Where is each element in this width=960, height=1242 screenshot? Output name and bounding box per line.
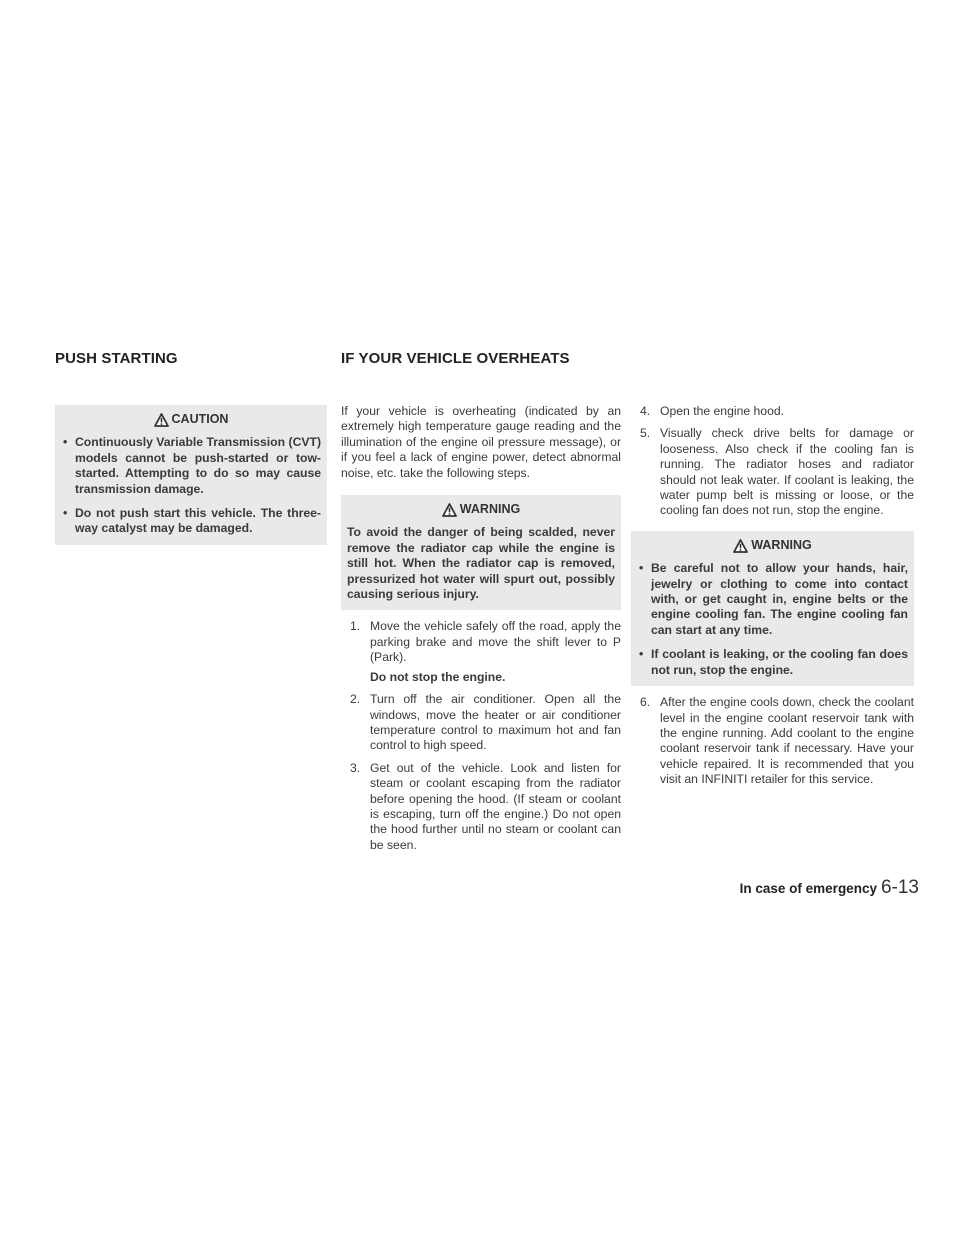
step-text: Open the engine hood. [660, 404, 785, 418]
warning-text: To avoid the danger of being scalded, never remove the radiator cap while the engine is still hot. When the radiator cap is removed, pressurized hot water will spurt out, possibly causing serious injury. [347, 525, 615, 602]
warning-header [637, 538, 908, 553]
chapter-title: In case of emergency [739, 881, 877, 896]
step-item [631, 695, 914, 787]
step-item [631, 404, 914, 419]
step-number: 5. [640, 426, 651, 441]
warning-triangle-icon [733, 539, 748, 553]
caution-column [55, 405, 327, 545]
step-number: 6. [640, 695, 651, 710]
warning-bullet: • Be careful not to allow your hands, hair, jewelry or clothing to come into contact with, or get caught in, engine belts or the engine cooling fan. The engine cooling fan can start at any time. [639, 561, 908, 637]
step-note: Do not stop the engine. [370, 669, 506, 684]
page-footer [740, 877, 919, 899]
warning-triangle-icon [154, 413, 169, 427]
step-number: 4. [640, 404, 651, 418]
push-starting-heading: PUSH STARTING [55, 350, 178, 367]
page-number: 6-13 [880, 877, 919, 898]
caution-title: CAUTION [171, 412, 229, 426]
caution-bullet: • Do not push start this vehicle. The three-way catalyst may be damaged. [63, 506, 321, 536]
step-item [341, 619, 621, 665]
overheat-column-1 [341, 404, 621, 860]
step-number: 3. [350, 760, 361, 775]
step-text: Visually check drive belts for damage or looseness. Also check if the cooling fan is running. The radiator hoses and radiator should not leak water. If coolant is leaking, the water pump belt is missing or loose, or the cooling fan does not run, stop the engine. [660, 426, 914, 518]
warning-box-2 [631, 531, 914, 686]
caution-bullet: • Continuously Variable Transmission (CVT) models cannot be push-started or tow-started. Attempting to do so may cause transmission damage. [63, 435, 321, 496]
step-number: 1. [350, 619, 361, 634]
warning-header [347, 502, 615, 517]
step-item [341, 692, 621, 754]
step-item [631, 426, 914, 518]
warning-title: WARNING [751, 537, 812, 552]
warning-box-1 [341, 495, 621, 610]
overheat-column-2 [631, 404, 914, 795]
overheats-heading: IF YOUR VEHICLE OVERHEATS [341, 350, 570, 367]
step-item [341, 761, 621, 853]
step-text: Move the vehicle safely off the road, apply the parking brake and move the shift lever to P (Park). [370, 619, 621, 665]
step-text: After the engine cools down, check the coolant level in the engine coolant reservoir tank with the engine running. Add coolant to the engine coolant reservoir tank if necessary. Have your vehicle repaired. It is recommended that you visit an INFINITI retailer for this service. [660, 695, 914, 787]
warning-triangle-icon [442, 503, 457, 517]
overheat-intro: If your vehicle is overheating (indicated by an extremely high temperature gauge reading and the illumination of the engine oil pressure message), or if you feel a lack of engine power, detect abnormal noise, etc. take the following steps. [341, 404, 621, 480]
step-text: Get out of the vehicle. Look and listen for steam or coolant escaping from the radiator before opening the hood. (If steam or coolant is escaping, turn off the engine.) Do not open the hood further until no steam or coolant can be seen. [370, 760, 621, 852]
step-text: Turn off the air conditioner. Open all the windows, move the heater or air conditioner temperature control to maximum hot and fan control to high speed. [370, 692, 621, 753]
caution-header [61, 412, 321, 427]
warning-bullet: • If coolant is leaking, or the cooling fan does not run, stop the engine. [639, 647, 908, 677]
step-number: 2. [350, 692, 361, 707]
warning-title: WARNING [459, 502, 521, 517]
caution-box [55, 405, 327, 545]
